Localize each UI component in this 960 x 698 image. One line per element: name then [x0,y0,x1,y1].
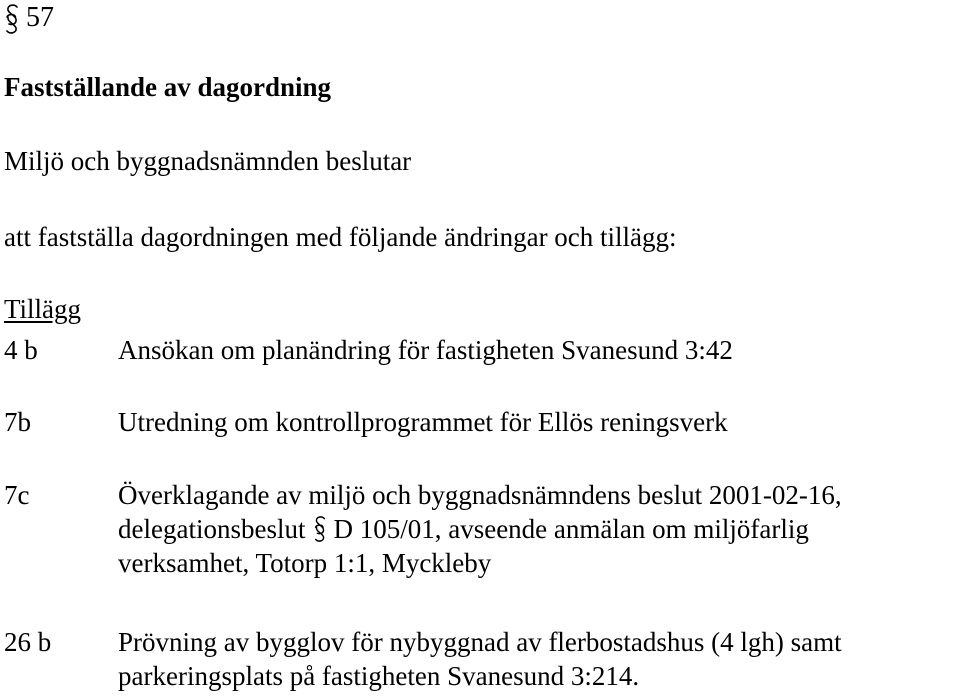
section-number: 57 [26,2,54,33]
description-line: parkeringsplats på fastigheten Svanesund 3:214. [118,661,640,691]
description-line [118,512,958,546]
section-sign-icon [313,516,327,542]
item-number: 7b [4,407,31,437]
description-fragment: delegationsbeslut [118,514,306,544]
category-heading: Tillägg [4,294,82,324]
description-line: Utredning om kontrollprogrammet för Ellös reningsverk [118,407,728,437]
section-sign-icon [4,4,20,34]
item-number: 7c [4,480,30,510]
item-description [118,625,958,693]
section-header [4,4,54,34]
decision-text: att fastställa dagordningen med följande ändringar och tillägg: [4,222,677,252]
description-line: Överklagande av miljö och byggnadsnämndens beslut 2001-02-16, [118,480,842,510]
description-line: Ansökan om planändring för fastigheten Svanesund 3:42 [118,335,733,365]
item-description [118,333,958,367]
item-description [118,405,958,439]
item-number: 4 b [4,335,38,365]
board-statement: Miljö och byggnadsnämnden beslutar [4,146,412,176]
description-line: Prövning av bygglov för nybyggnad av flerbostadshus (4 lgh) samt [118,627,842,657]
item-number: 26 b [4,627,52,657]
page-title: Fastställande av dagordning [4,72,332,102]
item-description [118,478,958,580]
description-fragment: D 105/01, avseende anmälan om miljöfarlig [333,514,809,544]
description-line: verksamhet, Totorp 1:1, Myckleby [118,548,492,578]
